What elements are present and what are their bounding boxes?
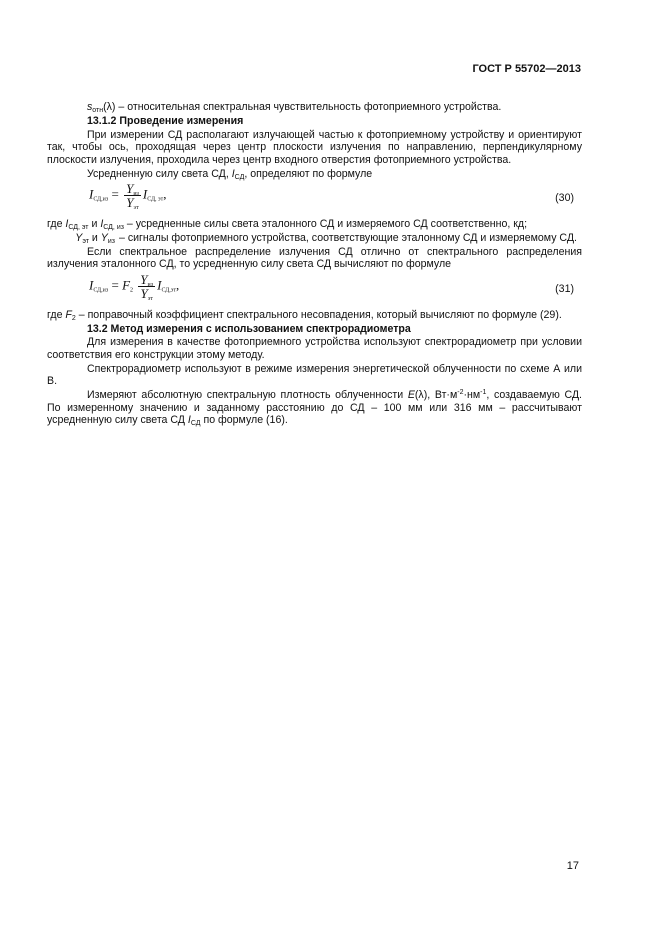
formula-31 [47, 273, 582, 307]
f30-num-sub: из [133, 191, 139, 198]
where1-text: – усредненные силы света эталонного СД и измеряемого СД соответственно, кд; [123, 218, 528, 231]
f31-lhs-sub: СД,из [93, 287, 109, 294]
paragraph-spectral-density [47, 389, 582, 427]
where1-sub2: СД, из [103, 224, 124, 232]
p6-E: E [407, 389, 415, 402]
where3-prefix: где [47, 308, 66, 321]
paragraph-irradiance-mode: Спектрорадиометр используют в режиме измерения энергетической облученности по схеме А или В. [47, 362, 582, 388]
f30-denominator [124, 195, 141, 212]
f31-equals: = [111, 277, 119, 293]
paragraph-spectroradiometer: Для измерения в качестве фотоприемного устройства используют спектрорадиометр при условии соответствия его конструкции этому методу. [47, 336, 582, 362]
p6-text-a: Измеряют абсолютную спектральную плотность облученности [87, 389, 408, 402]
where3-F: F [65, 308, 72, 321]
f31-lhs-I: I [89, 277, 94, 293]
signals-and: и [88, 231, 101, 244]
f31-num-sub: из [147, 281, 154, 288]
signals-text: – сигналы фотоприемного устройства, соответствующие эталонному СД и измеряемому СД. [119, 231, 577, 244]
f30-rhs-I: I [142, 186, 148, 202]
p6-text-b: (λ), Вт·м [414, 389, 458, 402]
f30-den-sub: эт [133, 205, 139, 212]
f30-fraction [124, 181, 141, 212]
symbol-I: I [231, 167, 235, 180]
f31-comma: , [175, 277, 180, 293]
f31-F: F [122, 277, 131, 293]
formula-31-number: (31) [555, 282, 574, 295]
p6-sup1: -2 [457, 389, 464, 397]
formula-30 [47, 182, 582, 216]
f31-numerator [138, 273, 155, 287]
signals-symbols [47, 232, 119, 246]
signals-sub2: из [107, 237, 115, 245]
where-intensities [47, 218, 582, 231]
p6-sup2: -1 [480, 389, 487, 397]
p6-text-e: по формуле (16). [200, 414, 288, 427]
p6-text-d: , создаваемую СД. По измеренному значению и заданному расстоянию до СД – 100 мм или 316 мм – рассчитывают усредненную силу света СД [47, 389, 582, 427]
f31-num-Y: Y [140, 271, 148, 287]
sub-sd: СД [234, 173, 245, 181]
s-definition [47, 101, 582, 114]
formula-30-number: (30) [555, 192, 574, 205]
f30-numerator [124, 182, 141, 196]
paragraph-average-intensity [47, 168, 582, 181]
where3-text: – поправочный коэффициент спектрального несовпадения, который вычисляют по формуле (29). [75, 308, 562, 321]
f31-rhs-I: I [157, 277, 162, 293]
where1-I1: I [65, 218, 69, 231]
f30-comma: , [163, 186, 167, 202]
paragraph-spectral-difference: Если спектральное распределение излучения СД отлично от спектрального распределения излучения эталонного СД, то усредненную силу света СД вычисляют по формуле [47, 245, 582, 271]
signals-Y2: Y [100, 231, 108, 244]
p6-text-c: ·нм [463, 389, 481, 402]
f30-den-Y: Y [126, 195, 134, 211]
symbol-s: s [87, 101, 93, 113]
paragraph-placement: При измерении СД располагают излучающей частью к фотоприемному устройству и ориентируют так, чтобы ось, проходящая через центр плоскости излучения по направлению, перпендикулярному плоскости излучения, проходила через центр входного отверстия фотоприемного устройства. [47, 128, 582, 166]
where-signals [47, 232, 582, 246]
f31-den-Y: Y [140, 285, 148, 301]
p2-text-a: Усредненную силу света СД, [87, 167, 232, 180]
sub-otn: отн [92, 107, 104, 114]
f30-num-Y: Y [126, 181, 134, 197]
signals-sub1: эт [82, 237, 89, 245]
s-def-text: (λ) – относительная спектральная чувствительность фотоприемного устройства. [103, 101, 502, 113]
f30-rhs-sub: СД, эт [147, 196, 164, 203]
where1-prefix: где [47, 218, 66, 231]
where1-sub1: СД, эт [68, 224, 89, 232]
signals-Y1: Y [75, 231, 83, 244]
f31-den-sub: эт [147, 295, 153, 302]
formula-30-expression [89, 181, 167, 212]
f30-lhs-sub: СД,из [93, 196, 109, 203]
heading-13-1-2: 13.1.2 Проведение измерения [87, 114, 244, 127]
p2-text-b: , определяют по формуле [244, 167, 373, 180]
heading-13-2: 13.2 Метод измерения с использованием спектрорадиометра [87, 322, 411, 335]
where1-and: и [88, 218, 101, 231]
f30-equals: = [111, 186, 119, 202]
page-number: 17 [566, 860, 579, 872]
f31-rhs-sub: СД,эт [161, 287, 176, 294]
where3-sub: 2 [71, 314, 76, 322]
f31-denominator [138, 287, 155, 300]
p6-I: I [187, 414, 191, 427]
f31-F-sub: 2 [130, 287, 134, 294]
where1-I2: I [100, 218, 104, 231]
document-body [47, 101, 582, 428]
f30-lhs-I: I [89, 186, 94, 202]
formula-31-expression [89, 273, 179, 300]
where-correction-factor [47, 309, 582, 322]
p6-sub-sd: СД [190, 420, 201, 428]
document-code: ГОСТ Р 55702—2013 [472, 63, 581, 75]
f31-fraction [138, 273, 155, 300]
